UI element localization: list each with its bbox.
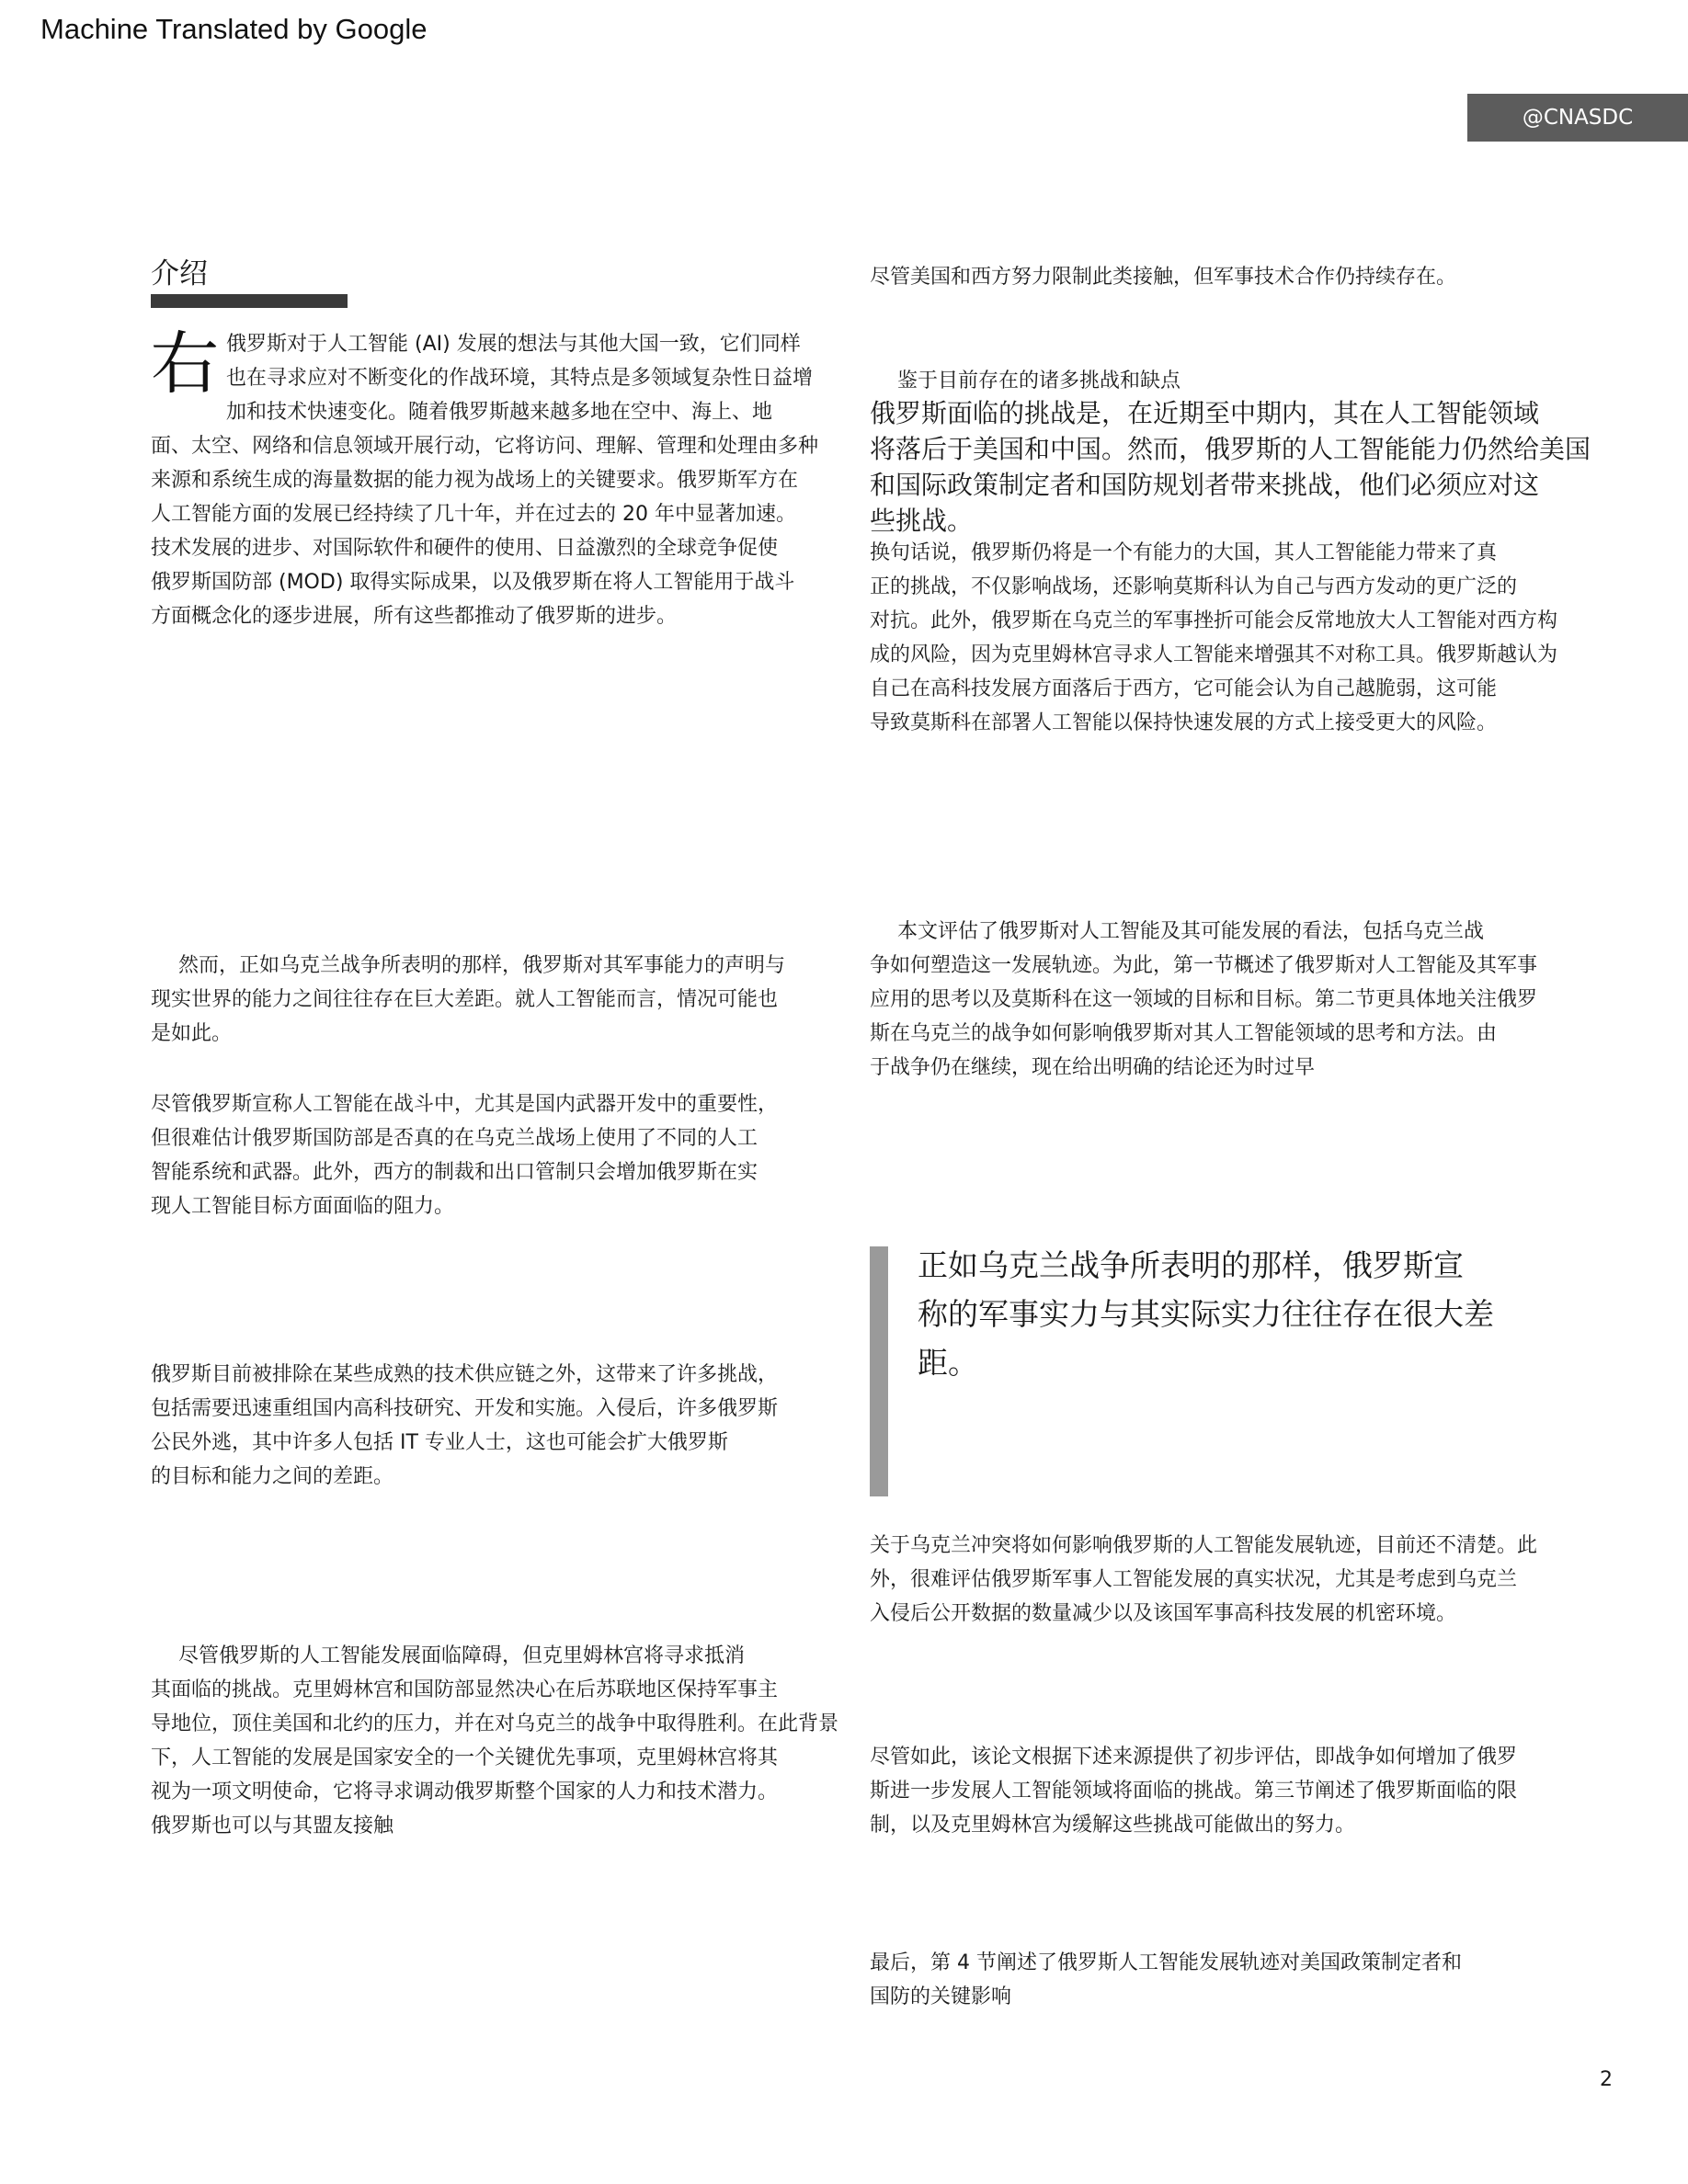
text-line: 人工智能方面的发展已经持续了几十年，并在过去的 20 年中显著加速。 — [151, 503, 796, 526]
text-line: 斯进一步发展人工智能领域将面临的挑战。第三节阐述了俄罗斯面临的限 — [870, 1780, 1518, 1803]
text-line: 成的风险，因为克里姆林宫寻求人工智能来增强其不对称工具。俄罗斯越认为 — [870, 643, 1558, 666]
text-line: 对抗。此外，俄罗斯在乌克兰的军事挫折可能会反常地放大人工智能对西方构 — [870, 609, 1558, 632]
text-line: 尽管俄罗斯的人工智能发展面临障碍，但克里姆林宫将寻求抵消 — [178, 1644, 746, 1667]
text-line: 智能系统和武器。此外，西方的制裁和出口管制只会增加俄罗斯在实 — [151, 1161, 758, 1184]
text-line: 换句话说，俄罗斯仍将是一个有能力的大国，其人工智能能力带来了真 — [870, 541, 1498, 564]
text-line: 下，人工智能的发展是国家安全的一个关键优先事项，克里姆林宫将其 — [151, 1746, 779, 1769]
text-line: 俄罗斯国防部 (MOD) 取得实际成果，以及俄罗斯在将人工智能用于战斗 — [151, 571, 795, 594]
left-paragraph-1 — [151, 949, 785, 1051]
text-line: 公民外逃，其中许多人包括 IT 专业人士，这也可能会扩大俄罗斯 — [151, 1431, 728, 1454]
text-line: 距。 — [918, 1345, 978, 1381]
text-line: 导地位，顶住美国和北约的压力，并在对乌克兰的战争中取得胜利。在此背景 — [151, 1712, 839, 1735]
text-line: 最后，第 4 节阐述了俄罗斯人工智能发展轨迹对美国政策制定者和 — [870, 1951, 1462, 1974]
text-line: 面、太空、网络和信息领域开展行动，它将访问、理解、管理和处理由多种 — [151, 435, 819, 458]
text-line: 包括需要迅速重组国内高科技研究、开发和实施。入侵后，许多俄罗斯 — [151, 1397, 779, 1420]
text-line: 现人工智能目标方面面临的阻力。 — [151, 1195, 455, 1218]
left-paragraph-4 — [151, 1639, 838, 1843]
text-line: 正如乌克兰战争所表明的那样，俄罗斯宣 — [918, 1247, 1464, 1283]
right-paragraph-1 — [870, 260, 1456, 294]
text-line: 现实世界的能力之间往往存在巨大差距。就人工智能而言，情况可能也 — [151, 988, 779, 1011]
text-line: 入侵后公开数据的数量减少以及该国军事高科技发展的机密环境。 — [870, 1602, 1457, 1625]
text-line: 自己在高科技发展方面落后于西方，它可能会认为自己越脆弱，这可能 — [870, 677, 1498, 700]
section-title: 介绍 — [151, 257, 208, 290]
intro-paragraph — [226, 327, 813, 429]
text-line: 于战争仍在继续，现在给出明确的结论还为时过早 — [870, 1056, 1316, 1079]
text-line: 但很难估计俄罗斯国防部是否真的在乌克兰战场上使用了不同的人工 — [151, 1127, 758, 1150]
lead-text — [870, 395, 1591, 539]
text-line: 称的军事实力与其实际实力往往存在很大差 — [918, 1296, 1494, 1332]
text-line: 尽管俄罗斯宣称人工智能在战斗中，尤其是国内武器开发中的重要性， — [151, 1093, 779, 1116]
pull-quote — [918, 1241, 1494, 1387]
text-line: 的目标和能力之间的差距。 — [151, 1465, 394, 1488]
text-line: 来源和系统生成的海量数据的能力视为战场上的关键要求。俄罗斯军方在 — [151, 469, 799, 492]
text-line: 将落后于美国和中国。然而，俄罗斯的人工智能能力仍然给美国 — [870, 434, 1591, 464]
pull-quote-bar — [870, 1246, 888, 1496]
text-line: 然而，正如乌克兰战争所表明的那样，俄罗斯对其军事能力的声明与 — [178, 954, 786, 977]
text-line: 争如何塑造这一发展轨迹。为此，第一节概述了俄罗斯对人工智能及其军事 — [870, 954, 1538, 977]
text-line: 正的挑战，不仅影响战场，还影响莫斯科认为自己与西方发动的更广泛的 — [870, 575, 1518, 598]
text-line: 些挑战。 — [870, 506, 974, 536]
text-line: 尽管美国和西方努力限制此类接触，但军事技术合作仍持续存在。 — [870, 266, 1457, 289]
text-line: 俄罗斯目前被排除在某些成熟的技术供应链之外，这带来了许多挑战， — [151, 1363, 779, 1386]
text-line: 俄罗斯面临的挑战是，在近期至中期内，其在人工智能领域 — [870, 398, 1540, 428]
text-line: 国防的关键影响 — [870, 1985, 1012, 2008]
page-number: 2 — [1600, 2068, 1613, 2091]
text-line: 和国际政策制定者和国防规划者带来挑战，他们必须应对这 — [870, 470, 1540, 500]
text-line: 制，以及克里姆林宫为缓解这些挑战可能做出的努力。 — [870, 1814, 1356, 1837]
right-paragraph-5 — [870, 1529, 1537, 1631]
right-paragraph-2 — [870, 364, 1180, 398]
section-title-underline — [151, 294, 348, 308]
right-paragraph-7 — [870, 1946, 1462, 2014]
text-line: 斯在乌克兰的战争如何影响俄罗斯对其人工智能领域的思考和方法。由 — [870, 1022, 1498, 1045]
text-line: 鉴于目前存在的诸多挑战和缺点 — [897, 370, 1181, 392]
source-tag: @CNASDC — [1467, 94, 1688, 142]
drop-cap: 右 — [151, 324, 219, 404]
text-line: 也在寻求应对不断变化的作战环境，其特点是多领域复杂性日益增 — [226, 367, 814, 390]
text-line: 尽管如此，该论文根据下述来源提供了初步评估，即战争如何增加了俄罗 — [870, 1746, 1518, 1769]
text-line: 方面概念化的逐步进展，所有这些都推动了俄罗斯的进步。 — [151, 605, 678, 628]
text-line: 技术发展的进步、对国际软件和硬件的使用、日益激烈的全球竞争促使 — [151, 537, 779, 560]
text-line: 关于乌克兰冲突将如何影响俄罗斯的人工智能发展轨迹，目前还不清楚。此 — [870, 1534, 1538, 1557]
text-line: 应用的思考以及莫斯科在这一领域的目标和目标。第二节更具体地关注俄罗 — [870, 988, 1538, 1011]
text-line: 外，很难评估俄罗斯军事人工智能发展的真实状况，尤其是考虑到乌克兰 — [870, 1568, 1518, 1591]
intro-paragraph-continued — [151, 429, 818, 633]
text-line: 加和技术快速变化。随着俄罗斯越来越多地在空中、海上、地 — [226, 401, 773, 424]
text-line: 导致莫斯科在部署人工智能以保持快速发展的方式上接受更大的风险。 — [870, 711, 1498, 734]
left-paragraph-2 — [151, 1087, 778, 1223]
right-paragraph-4 — [870, 915, 1537, 1085]
text-line: 其面临的挑战。克里姆林宫和国防部显然决心在后苏联地区保持军事主 — [151, 1678, 779, 1701]
right-paragraph-6 — [870, 1740, 1517, 1842]
text-line: 视为一项文明使命，它将寻求调动俄罗斯整个国家的人力和技术潜力。 — [151, 1780, 779, 1803]
machine-translation-banner: Machine Translated by Google — [40, 13, 428, 45]
right-paragraph-3 — [870, 536, 1557, 740]
left-paragraph-3 — [151, 1358, 778, 1494]
text-line: 本文评估了俄罗斯对人工智能及其可能发展的看法，包括乌克兰战 — [897, 920, 1485, 943]
text-line: 俄罗斯也可以与其盟友接触 — [151, 1814, 394, 1837]
text-line: 是如此。 — [151, 1022, 233, 1045]
text-line: 俄罗斯对于人工智能 (AI) 发展的想法与其他大国一致，它们同样 — [226, 333, 801, 356]
